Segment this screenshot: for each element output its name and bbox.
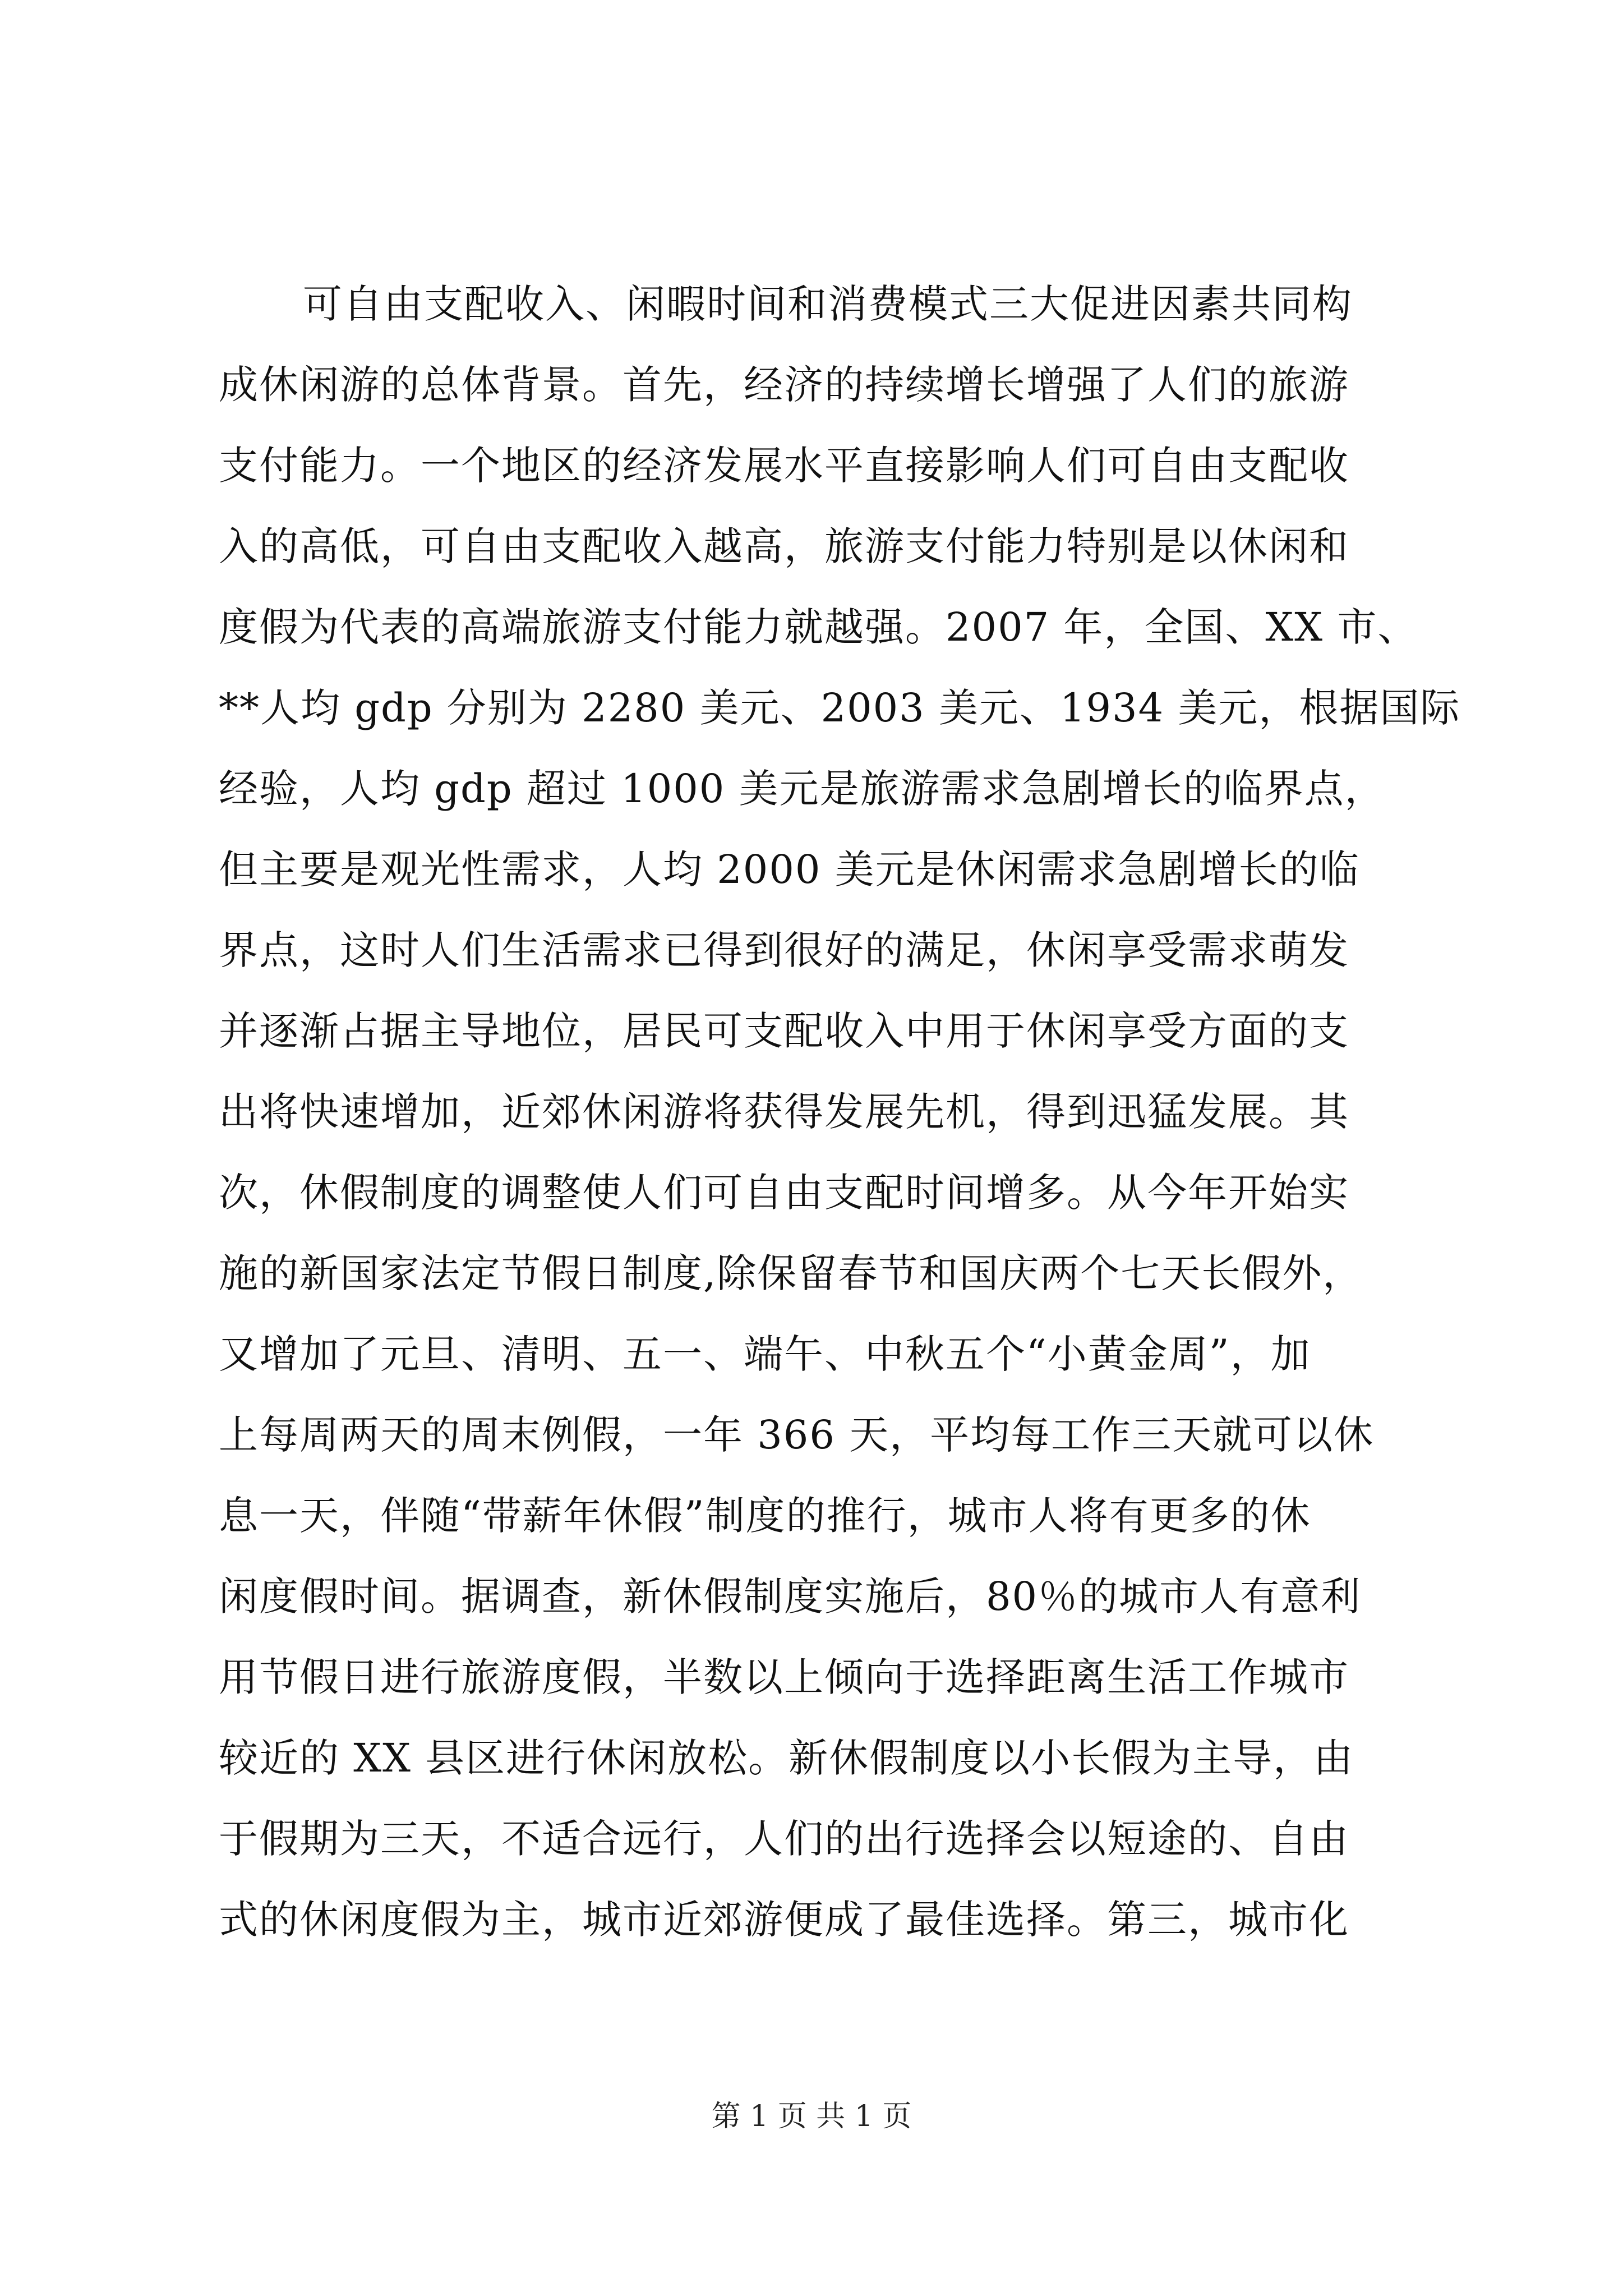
text-line: 经验，人均 gdp 超过 1000 美元是旅游需求急剧增长的临界点，	[219, 766, 1385, 812]
text-line: 次，休假制度的调整使人们可自由支配时间增多。从今年开始实	[219, 1170, 1349, 1216]
text-line: 又增加了元旦、清明、五一、端午、中秋五个“小黄金周”，加	[219, 1331, 1311, 1377]
text-line: 度假为代表的高端旅游支付能力就越强。2007 年，全国、XX 市、	[219, 604, 1418, 650]
text-line: 式的休闲度假为主，城市近郊游便成了最佳选择。第三，城市化	[219, 1897, 1349, 1943]
text-line: 于假期为三天，不适合远行，人们的出行选择会以短途的、自由	[219, 1816, 1349, 1862]
text-line: 用节假日进行旅游度假，半数以上倾向于选择距离生活工作城市	[219, 1654, 1349, 1700]
text-line: 支付能力。一个地区的经济发展水平直接影响人们可自由支配收	[219, 443, 1349, 489]
text-line: 施的新国家法定节假日制度,除保留春节和国庆两个七天长假外，	[219, 1250, 1363, 1296]
text-line: 较近的 XX 县区进行休闲放松。新休假制度以小长假为主导，由	[219, 1735, 1354, 1781]
text-line: **人均 gdp 分别为 2280 美元、2003 美元、1934 美元，根据国际	[219, 685, 1461, 731]
text-line: 并逐渐占据主导地位，居民可支配收入中用于休闲享受方面的支	[219, 1008, 1349, 1054]
text-line: 闲度假时间。据调查，新休假制度实施后，80％的城市人有意利	[219, 1573, 1362, 1619]
text-line: 入的高低，可自由支配收入越高，旅游支付能力特别是以休闲和	[219, 523, 1349, 569]
text-line: 但主要是观光性需求，人均 2000 美元是休闲需求急剧增长的临	[219, 846, 1360, 892]
text-line: 可自由支配收入、闲暇时间和消费模式三大促进因素共同构	[303, 281, 1353, 327]
text-line: 上每周两天的周末例假，一年 366 天，平均每工作三天就可以休	[219, 1412, 1375, 1458]
text-line: 息一天，伴随“带薪年休假”制度的推行，城市人将有更多的休	[219, 1493, 1311, 1539]
body-paragraph	[219, 264, 1461, 1960]
text-line: 出将快速增加，近郊休闲游将获得发展先机，得到迅猛发展。其	[219, 1089, 1349, 1135]
text-line: 成休闲游的总体背景。首先，经济的持续增长增强了人们的旅游	[219, 362, 1349, 408]
page-footer: 第 1 页 共 1 页	[711, 2100, 912, 2133]
text-line: 界点，这时人们生活需求已得到很好的满足，休闲享受需求萌发	[219, 927, 1349, 973]
